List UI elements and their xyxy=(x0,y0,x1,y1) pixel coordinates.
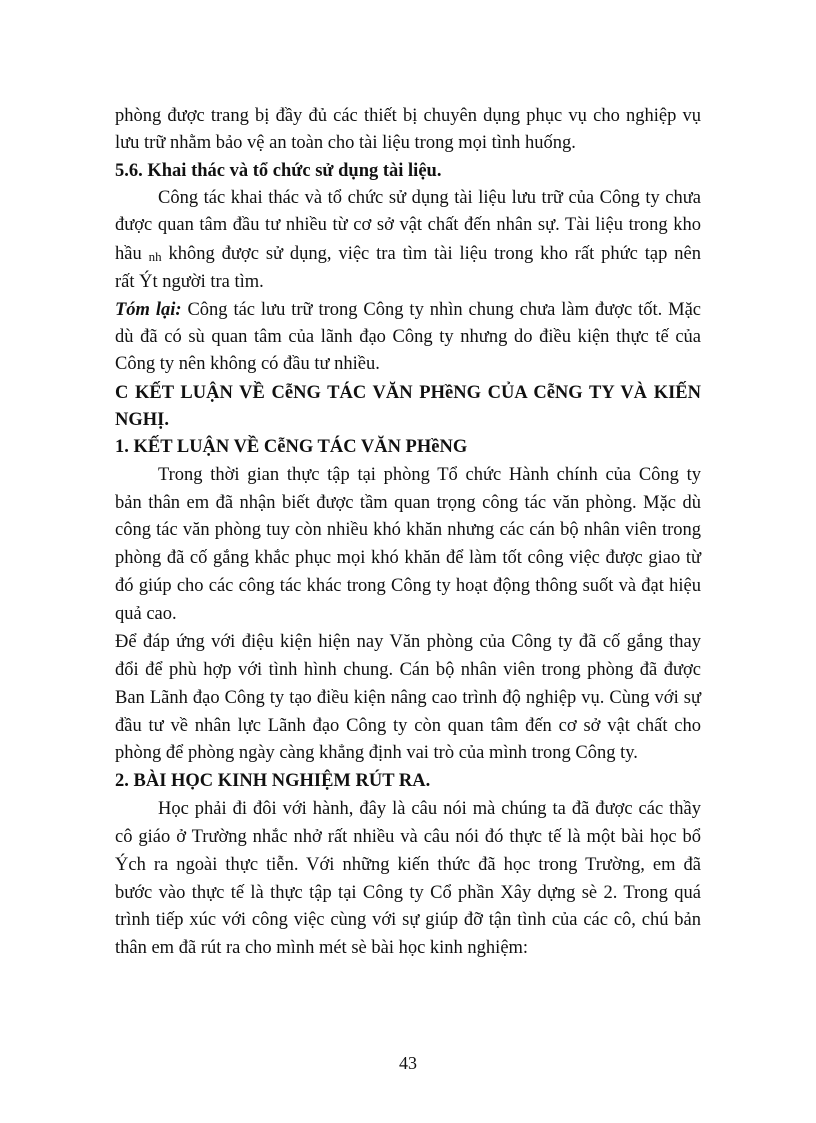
section-heading-c: NGHỊ. xyxy=(115,410,169,430)
text-fragment: không được sử dụng, việc tra tìm tài liệu trong kho rất phức tạp nên xyxy=(161,244,701,264)
paragraph-line xyxy=(115,298,701,322)
paragraph-line: bản thân em đã nhận biết được tầm quan trọng công tác văn phòng. Mặc dù xyxy=(115,493,701,513)
section-heading-2: 2. BÀI HỌC KINH NGHIỆM RÚT RA. xyxy=(115,771,431,791)
paragraph-line: dù đã có sù quan tâm của lãnh đạo Công ty nhưng do điều kiện thực tế của xyxy=(115,327,701,347)
paragraph-line: Trong thời gian thực tập tại phòng Tổ chức Hành chính của Công ty xyxy=(158,465,701,485)
paragraph-line: Công ty nên không có đầu tư nhiều. xyxy=(115,354,380,374)
paragraph-line: Để đáp ứng với điệu kiện hiện nay Văn phòng của Công ty đã cố gắng thay xyxy=(115,632,701,652)
paragraph-line: Học phải đi đôi với hành, đây là câu nói mà chúng ta đã được các thầy xyxy=(158,799,701,819)
paragraph-line: phòng đã cố gắng khắc phục mọi khó khăn để làm tốt công việc được giao từ xyxy=(115,548,701,568)
paragraph-line: Ban Lãnh đạo Công ty tạo điều kiện nâng cao trình độ nghiệp vụ. Cùng với sự xyxy=(115,688,701,708)
paragraph-line: Ých ra ngoài thực tiễn. Với những kiến thức đã học trong Trường, em đã xyxy=(115,855,701,875)
paragraph-line xyxy=(115,242,701,266)
paragraph-line: quả cao. xyxy=(115,604,177,624)
paragraph-line: Công tác khai thác và tổ chức sử dụng tài liệu lưu trữ của Công ty chưa xyxy=(158,188,701,208)
paragraph-line: đầu tư về nhân lực Lãnh đạo Công ty còn quan tâm đến cơ sở vật chất cho xyxy=(115,716,701,736)
paragraph-line: bước vào thực tế là thực tập tại Công ty Cổ phần Xây dựng sè 2. Trong quá xyxy=(115,883,701,903)
paragraph-line: lưu trữ nhằm bảo vệ an toàn cho tài liệu trong mọi tình huống. xyxy=(115,133,576,153)
paragraph-line: công tác văn phòng tuy còn nhiều khó khăn nhưng các cán bộ nhân viên trong xyxy=(115,520,701,540)
text-fragment: hầu xyxy=(115,244,149,264)
paragraph-line: đổi để phù hợp với tình hình chung. Cán bộ nhân viên trong phòng đã được xyxy=(115,660,701,680)
summary-lead: Tóm lại: xyxy=(115,300,182,320)
page-number: 43 xyxy=(399,1053,417,1073)
paragraph-line: rất Ýt người tra tìm. xyxy=(115,272,264,292)
paragraph-line: cô giáo ở Trường nhắc nhở rất nhiều và câu nói đó thực tế là một bài học bổ xyxy=(115,827,701,847)
paragraph-line: trình tiếp xúc với công việc cùng với sự giúp đỡ tận tình của các cô, chú bản xyxy=(115,910,701,930)
paragraph-line: đó giúp cho các công tác khác trong Công ty hoạt động thông suốt và đạt hiệu xyxy=(115,576,701,596)
section-heading-c: C KẾT LUẬN VỀ CễNG TÁC VĂN PHềNG CỦA CễNG TY VÀ KIẾN xyxy=(115,383,701,403)
paragraph-line: được quan tâm đầu tư nhiều từ cơ sở vật chất đến nhân sự. Tài liệu trong kho xyxy=(115,215,701,235)
section-heading-1: 1. KẾT LUẬN VỀ CễNG TÁC VĂN PHềNG xyxy=(115,437,468,457)
section-heading-5-6: 5.6. Khai thác và tổ chức sử dụng tài liệu. xyxy=(115,161,442,181)
text-fragment: nh xyxy=(148,249,162,264)
paragraph-line: phòng được trang bị đầy đủ các thiết bị chuyên dụng phục vụ cho nghiệp vụ xyxy=(115,106,701,126)
paragraph-line: phòng để phòng ngày càng khẳng định vai trò của mình trong Công ty. xyxy=(115,743,638,763)
text-fragment: Công tác lưu trữ trong Công ty nhìn chung chưa làm được tốt. Mặc xyxy=(181,300,701,320)
paragraph-line: thân em đã rút ra cho mình mét sè bài học kinh nghiệm: xyxy=(115,938,529,958)
